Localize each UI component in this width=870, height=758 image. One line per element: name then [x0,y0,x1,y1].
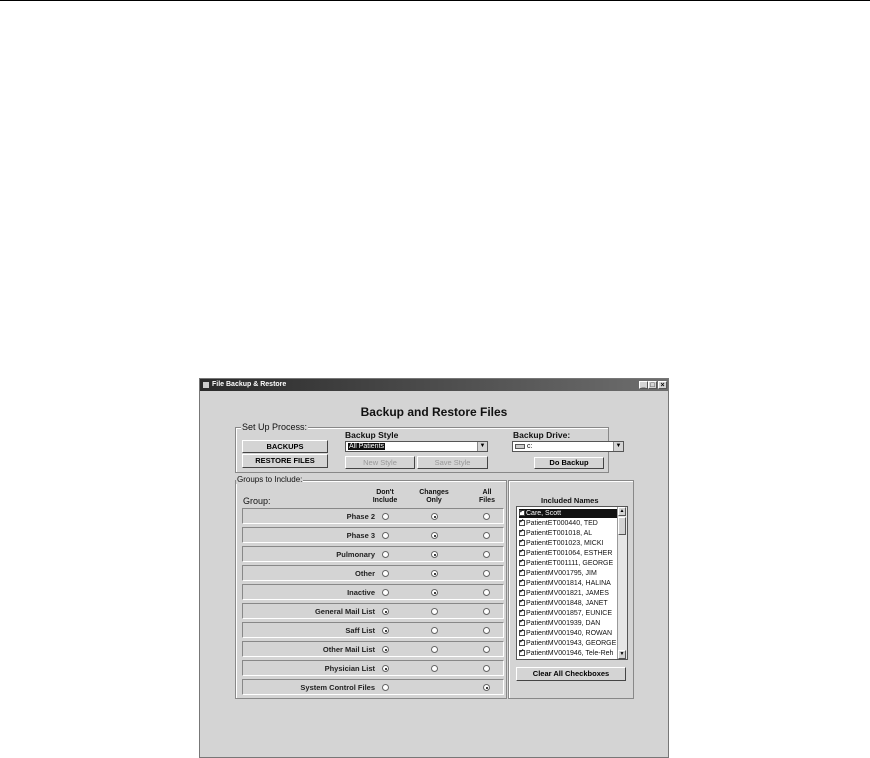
group-row [242,565,504,581]
checkbox[interactable] [519,620,525,626]
list-item[interactable] [519,639,618,648]
radio-all[interactable] [483,570,490,577]
checkbox[interactable] [519,550,525,556]
new-style-button[interactable]: New Style [345,456,415,469]
list-item-label: PatientET001064, ESTHER [526,550,613,557]
radio-changes[interactable] [431,627,438,634]
scroll-up-icon[interactable]: ▲ [619,508,625,514]
checkbox[interactable] [519,520,525,526]
radio-all[interactable] [483,627,490,634]
list-item[interactable] [519,649,618,658]
list-item-label: PatientMV001821, JAMES [526,590,609,597]
group-row [242,641,504,657]
list-item-label: PatientET001111, GEORGE [526,560,614,567]
group-label: Other Mail List [322,645,375,654]
backup-style-value: All Patients [349,443,385,450]
checkbox[interactable] [519,600,525,606]
radio-changes[interactable] [431,608,438,615]
list-item[interactable] [519,589,618,598]
group-row [242,622,504,638]
group-row [242,508,504,524]
list-item-label: PatientMV001939, DAN [526,620,601,627]
list-item-label: PatientMV001795, JIM [526,570,597,577]
checkbox[interactable] [519,530,525,536]
list-item[interactable] [519,579,618,588]
group-column-header: Group: [243,496,271,506]
list-item[interactable] [519,539,618,548]
backup-drive-value: c: [527,443,533,450]
radio-all[interactable] [483,532,490,539]
list-item[interactable] [519,559,618,568]
backup-drive-label: Backup Drive: [513,430,571,440]
radio-all[interactable] [483,608,490,615]
radio-dont[interactable] [382,551,389,558]
list-item-label: PatientMV001848, JANET [526,600,608,607]
list-item[interactable] [519,519,618,528]
minimize-button[interactable]: _ [639,381,648,389]
radio-changes[interactable] [431,513,438,520]
list-item[interactable] [519,599,618,608]
checkbox[interactable] [519,510,525,516]
group-row [242,603,504,619]
backup-drive-select[interactable] [512,441,624,452]
checkbox[interactable] [519,570,525,576]
backup-style-label: Backup Style [345,430,399,440]
radio-all[interactable] [483,646,490,653]
checkbox[interactable] [519,650,525,656]
group-label: Inactive [347,588,375,597]
radio-dont[interactable] [382,570,389,577]
list-item[interactable] [519,549,618,558]
checkbox[interactable] [519,640,525,646]
group-row [242,679,504,695]
group-label: General Mail List [314,607,375,616]
title-bar[interactable] [200,379,668,391]
group-row [242,584,504,600]
radio-dont[interactable] [382,646,389,653]
radio-changes[interactable] [431,570,438,577]
checkbox[interactable] [519,590,525,596]
radio-all[interactable] [483,665,490,672]
radio-changes[interactable] [431,665,438,672]
radio-all[interactable] [483,513,490,520]
all-files-header: All Files [479,489,495,504]
changes-only-header: Changes Only [419,489,449,504]
list-scrollbar[interactable] [617,507,627,659]
list-item-label: PatientMV001940, ROWAN [526,630,613,637]
radio-dont[interactable] [382,665,389,672]
radio-dont[interactable] [382,684,389,691]
do-backup-button[interactable]: Do Backup [534,457,604,469]
list-item-label: PatientMV001946, Tele-Reh [526,650,614,657]
close-button[interactable]: × [658,381,667,389]
scroll-down-icon[interactable]: ▼ [619,651,625,657]
radio-all[interactable] [483,551,490,558]
group-label: Other [354,569,375,578]
group-label: Saff List [345,626,375,635]
list-item[interactable] [519,569,618,578]
included-names-list[interactable] [516,506,628,660]
drive-icon [515,444,525,449]
list-item[interactable] [519,629,618,638]
group-label: System Control Files [300,683,375,692]
maximize-button[interactable]: □ [648,381,657,389]
group-label: Phase 2 [346,512,375,521]
radio-changes[interactable] [431,532,438,539]
radio-dont[interactable] [382,513,389,520]
radio-changes[interactable] [431,589,438,596]
group-label: Pulmonary [336,550,375,559]
radio-dont[interactable] [382,608,389,615]
chevron-down-icon[interactable]: ▼ [613,442,623,451]
backup-restore-window [199,378,669,758]
scroll-thumb[interactable] [618,517,626,535]
dont-include-header: Don't Include [372,489,398,504]
checkbox[interactable] [519,610,525,616]
restore-files-button[interactable]: RESTORE FILES [242,454,328,468]
radio-all[interactable] [483,684,490,691]
radio-changes[interactable] [431,551,438,558]
list-item-label: PatientET001018, AL [526,530,593,537]
radio-all[interactable] [483,589,490,596]
group-label: Physician List [324,664,375,673]
save-style-button[interactable]: Save Style [417,456,488,469]
checkbox[interactable] [519,630,525,636]
list-item-label: Care, Scott [526,510,562,517]
window-title: File Backup & Restore [212,381,287,388]
backup-style-select[interactable] [345,441,488,452]
backups-button[interactable]: BACKUPS [242,440,328,453]
list-item-label: PatientMV001814, HALINA [526,580,611,587]
list-item-label: PatientMV001943, GEORGE [526,640,617,647]
list-item-label: PatientMV001857, EUNICE [526,610,612,617]
chevron-down-icon[interactable]: ▼ [477,442,487,451]
checkbox[interactable] [519,580,525,586]
group-row [242,546,504,562]
list-item[interactable] [519,609,618,618]
clear-all-checkboxes-button[interactable]: Clear All Checkboxes [516,667,626,681]
group-row [242,527,504,543]
page-top-rule [0,0,870,1]
groups-legend: Groups to Include: [237,475,303,484]
list-item[interactable] [519,529,618,538]
group-label: Phase 3 [346,531,375,540]
checkbox[interactable] [519,560,525,566]
list-item[interactable] [519,619,618,628]
radio-dont[interactable] [382,532,389,539]
radio-changes[interactable] [431,646,438,653]
page-title: Backup and Restore Files [360,405,508,419]
radio-dont[interactable] [382,589,389,596]
included-names-header: Included Names [541,496,599,505]
list-item[interactable] [519,509,618,518]
setup-legend: Set Up Process: [242,422,308,432]
group-row [242,660,504,676]
list-item-label: PatientET001023, MICKI [526,540,604,547]
list-item-label: PatientET000440, TED [526,520,598,527]
radio-dont[interactable] [382,627,389,634]
app-icon [203,382,209,388]
checkbox[interactable] [519,540,525,546]
